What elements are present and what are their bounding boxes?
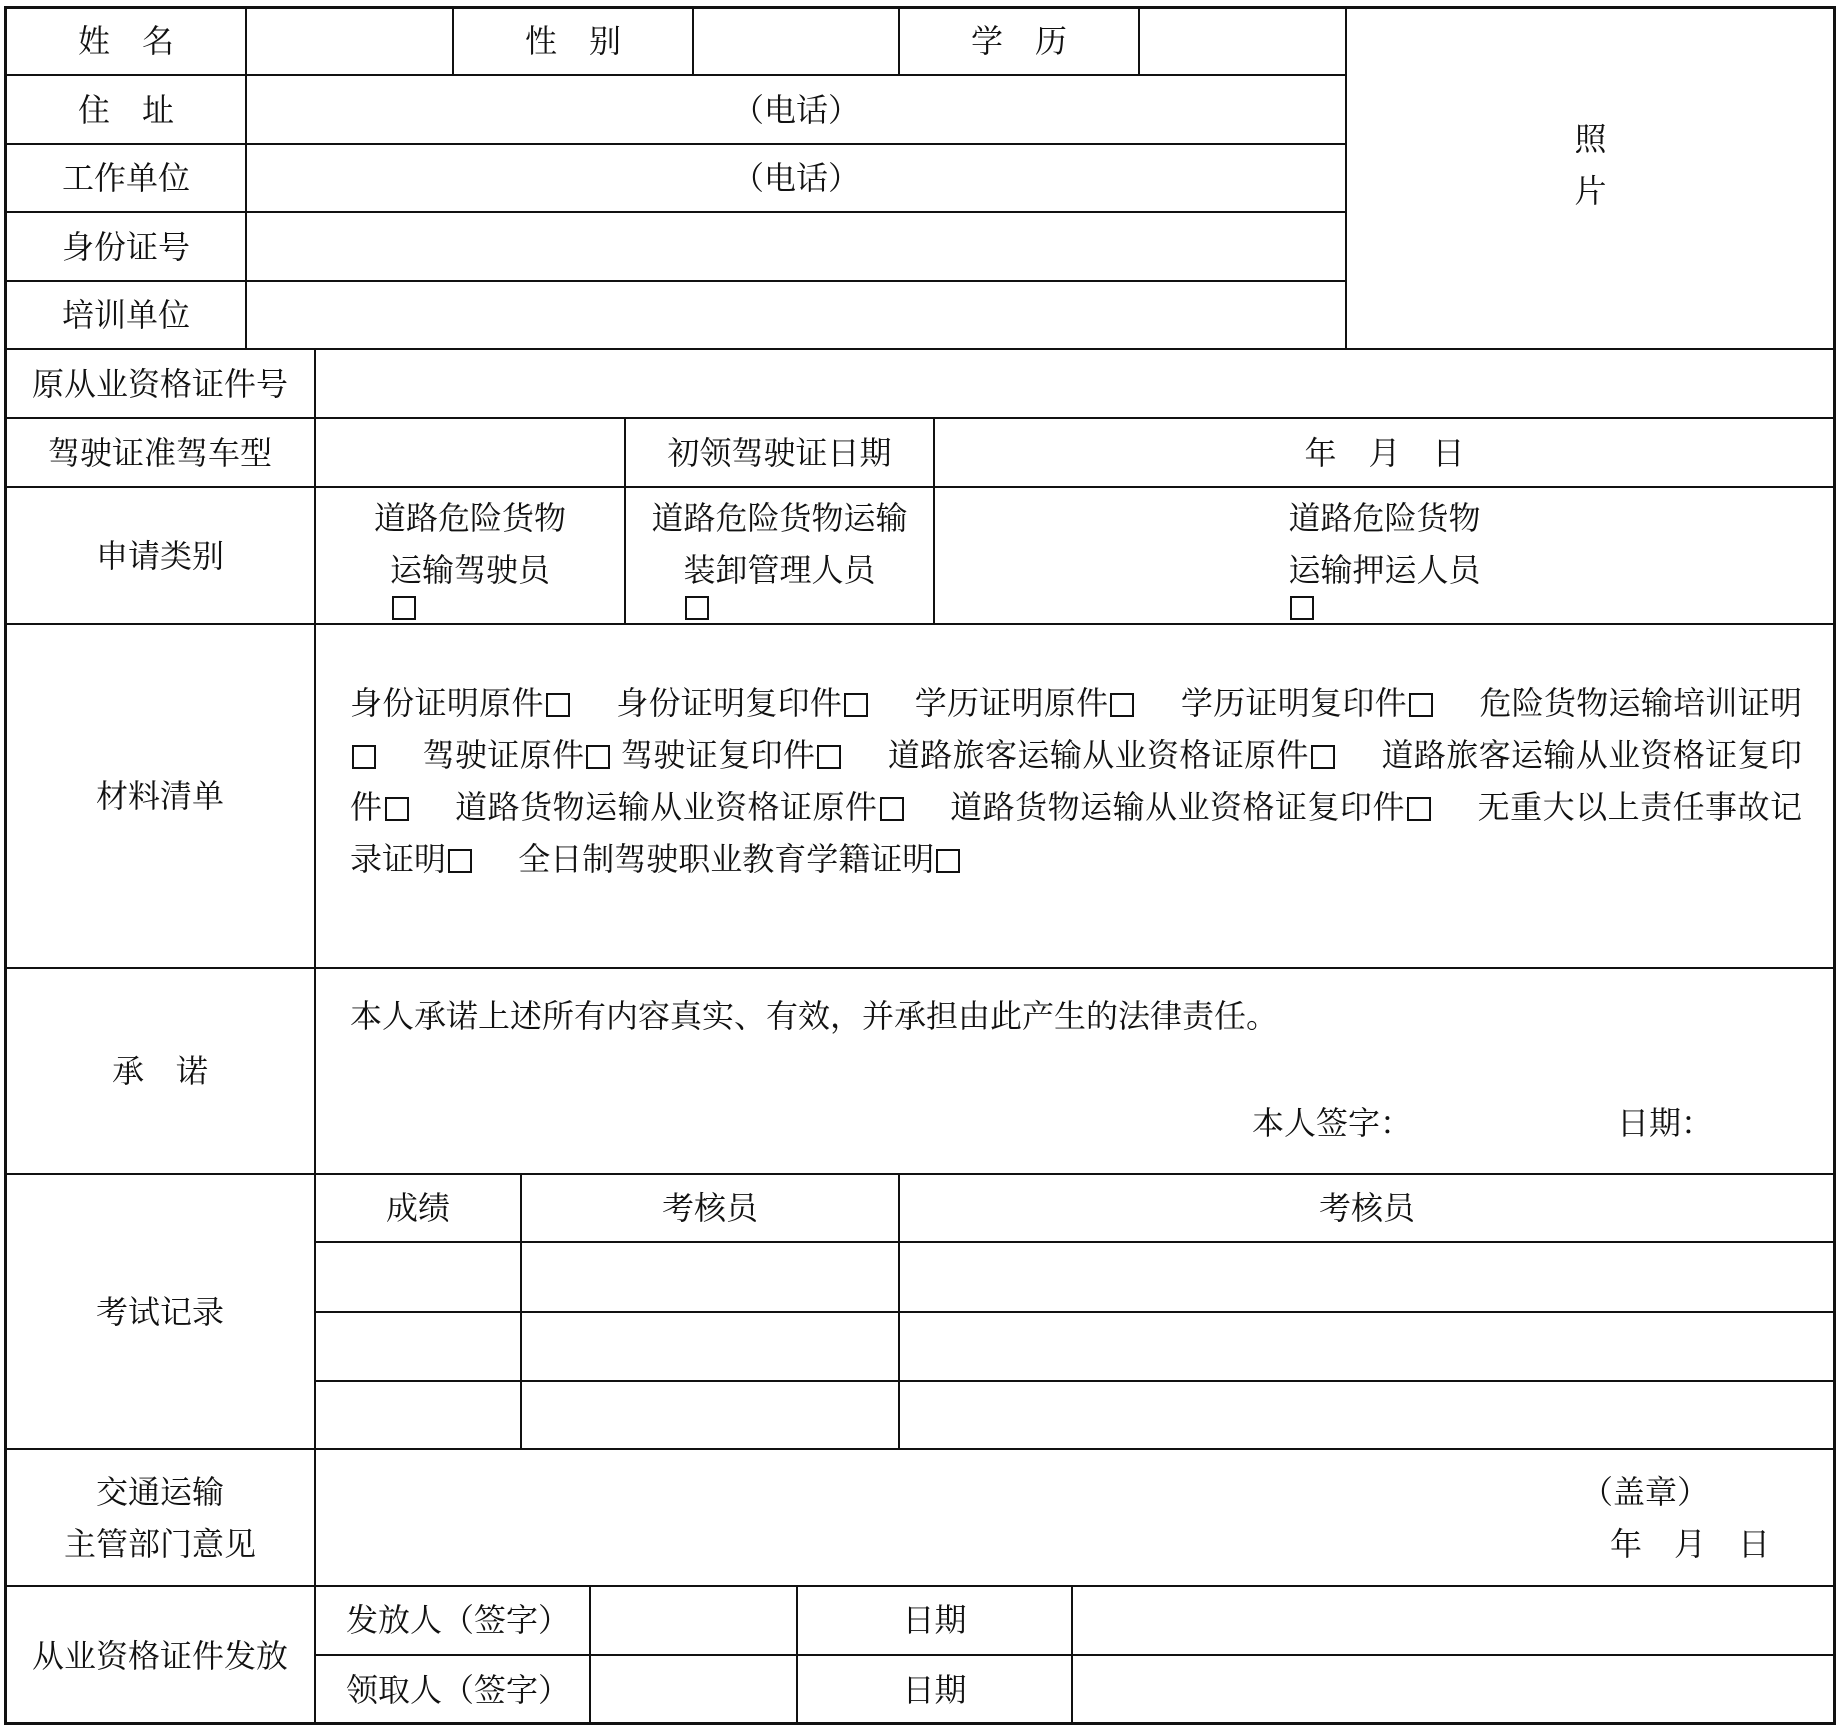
pledge-text: 本人承诺上述所有内容真实、有效，并承担由此产生的法律责任。 [350,997,1279,1035]
receiver-label: 领取人（签字） [346,1671,571,1709]
exam-header-score: 成绩 [385,1189,450,1227]
first-license-date[interactable]: 年 月 日 [1304,433,1465,472]
gender-field[interactable] [694,6,898,75]
authority-label [6,1449,314,1586]
materials-label: 材料清单 [95,777,224,815]
material-item: 驾驶证原件 [422,736,585,774]
exam-cell[interactable] [900,1243,1834,1311]
checkbox-icon[interactable] [1409,693,1433,717]
exam-cell[interactable] [316,1243,520,1311]
category-option-line: 运输驾驶员 [389,550,550,589]
address-phone[interactable]: （电话） [731,90,860,129]
exam-header-examiner-1: 考核员 [661,1189,758,1227]
checkbox-icon[interactable] [546,693,570,717]
training-field[interactable] [247,281,1345,349]
category-label: 申请类别 [95,536,224,575]
material-item: 学历证明复印件 [1180,684,1407,722]
exam-cell[interactable] [316,1313,520,1380]
signature-date-label: 日期： [1617,1104,1714,1142]
training-label: 培训单位 [61,296,190,334]
checkbox-icon[interactable] [1290,596,1314,620]
issuer-label: 发放人（签字） [346,1601,571,1639]
checkbox-icon[interactable] [385,797,409,821]
exam-cell[interactable] [900,1313,1834,1380]
name-field[interactable] [247,6,452,75]
checkbox-icon[interactable] [586,745,610,769]
checkbox-icon[interactable] [880,797,904,821]
authority-seal: （盖章） [1580,1473,1709,1511]
checkbox-icon[interactable] [392,596,416,620]
receive-date-label: 日期 [902,1671,967,1709]
receiver-signature-field[interactable] [591,1655,796,1725]
material-item: 道路旅客运输从业资格证原件 [887,736,1309,774]
checkbox-icon[interactable] [1110,693,1134,717]
prev-cert-label: 原从业资格证件号 [31,364,288,403]
exam-cell[interactable] [522,1382,898,1448]
checkbox-icon[interactable] [936,849,960,873]
issue-date-field[interactable] [1073,1586,1834,1654]
name-label: 姓 名 [77,21,174,60]
checkbox-icon[interactable] [685,596,709,620]
photo-label-1: 照 [1574,120,1607,158]
material-item: 全日制驾驶职业教育学籍证明 [518,840,935,878]
material-item: 道路货物运输从业资格证复印件 [950,788,1405,826]
issue-label: 从业资格证件发放 [31,1636,288,1675]
material-item: 学历证明原件 [914,684,1109,722]
category-option-driver[interactable] [316,487,624,624]
receive-date-field[interactable] [1073,1655,1834,1725]
category-option-line: 装卸管理人员 [683,550,876,589]
first-license-label: 初领驾驶证日期 [667,433,892,472]
category-option-line: 运输押运人员 [1288,550,1481,589]
category-option-line: 道路危险货物 [373,498,566,537]
exam-label: 考试记录 [95,1292,224,1331]
material-item: 道路旅客运输从业资格证复印件 [350,736,1803,826]
prev-cert-field[interactable] [316,349,1834,418]
signature-label: 本人签字： [1252,1104,1413,1142]
material-item: 道路货物运输从业资格证原件 [455,788,878,826]
checkbox-icon[interactable] [844,693,868,717]
gender-label: 性 别 [524,21,621,60]
education-field[interactable] [1140,6,1345,75]
checkbox-icon[interactable] [1311,745,1335,769]
materials-list [350,677,1802,885]
education-label: 学 历 [970,21,1067,60]
address-label: 住 址 [77,90,174,129]
photo-box[interactable] [1347,110,1834,220]
material-item: 危险货物运输培训证明 [1479,684,1802,722]
authority-date[interactable]: 年 月 日 [1609,1525,1770,1563]
material-item: 身份证明复印件 [616,684,843,722]
exam-cell[interactable] [900,1382,1834,1448]
id-label: 身份证号 [61,227,190,266]
id-field[interactable] [247,212,1345,281]
vehicle-type-field[interactable] [316,418,624,487]
exam-cell[interactable] [316,1382,520,1448]
issuer-signature-field[interactable] [591,1586,796,1654]
authority-label-line: 交通运输 [95,1472,224,1511]
vehicle-type-label: 驾驶证准驾车型 [47,433,272,472]
checkbox-icon[interactable] [817,745,841,769]
checkbox-icon[interactable] [448,849,472,873]
material-item: 无重大以上责任事故记录证明 [350,788,1803,878]
pledge-label: 承 诺 [111,1052,208,1090]
checkbox-icon[interactable] [352,745,376,769]
category-option-loading[interactable] [626,487,933,624]
exam-cell[interactable] [522,1313,898,1380]
category-option-line: 道路危险货物运输 [651,498,908,537]
material-item: 驾驶证复印件 [621,736,816,774]
issue-date-label: 日期 [902,1601,967,1639]
material-item: 身份证明原件 [350,684,544,722]
exam-header-examiner-2: 考核员 [1318,1189,1415,1227]
authority-label-line: 主管部门意见 [63,1524,256,1563]
workplace-phone[interactable]: （电话） [731,159,860,197]
workplace-label: 工作单位 [61,159,190,197]
checkbox-icon[interactable] [1407,797,1431,821]
category-option-escort[interactable] [935,487,1834,624]
exam-cell[interactable] [522,1243,898,1311]
category-option-line: 道路危险货物 [1288,498,1481,537]
photo-label-2: 片 [1574,172,1607,210]
